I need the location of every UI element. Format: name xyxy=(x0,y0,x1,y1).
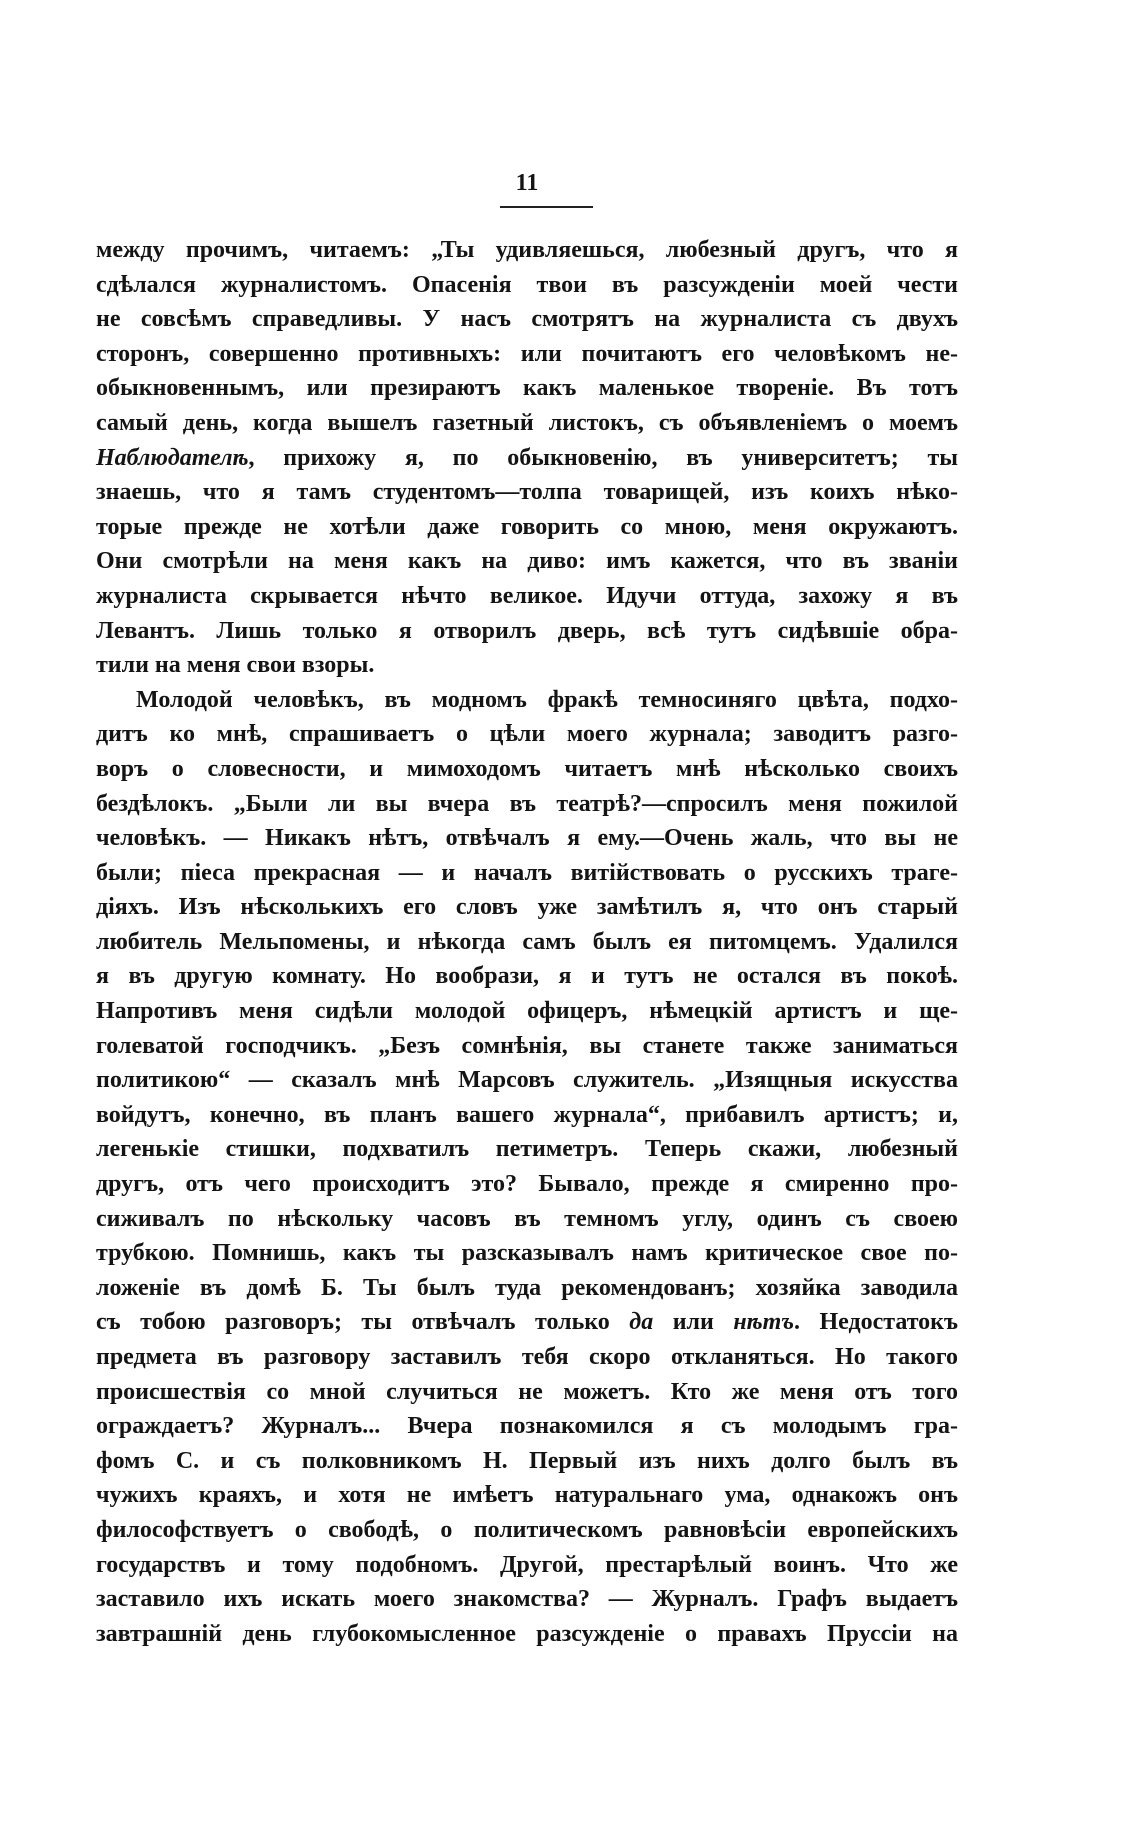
text-run: бездѣлокъ. „Были ли вы вчера въ театрѣ?—спросилъ меня пожилой xyxy=(96,790,958,817)
text-line xyxy=(96,1375,958,1410)
paragraph xyxy=(96,233,958,683)
text-run: самый день, когда вышелъ газетный листокъ, съ объявленіемъ о моемъ xyxy=(96,409,958,436)
text-run: происшествія со мной случиться не можетъ. Кто же меня отъ того xyxy=(96,1378,958,1405)
text-run: сторонъ, совершенно противныхъ: или почитаютъ его человѣкомъ не- xyxy=(96,340,958,367)
text-run: я въ другую комнату. Но вообрази, я и тутъ не остался въ покоѣ. xyxy=(96,963,958,990)
text-run: фомъ С. и съ полковникомъ Н. Первый изъ нихъ долго былъ въ xyxy=(96,1447,958,1474)
text-line xyxy=(96,890,958,925)
text-line xyxy=(96,1029,958,1064)
text-line xyxy=(96,1167,958,1202)
text-line xyxy=(96,1548,958,1583)
text-line xyxy=(96,1617,958,1652)
text-line xyxy=(96,371,958,406)
text-line xyxy=(96,233,958,268)
text-line xyxy=(96,787,958,822)
text-run: тили на меня свои взоры. xyxy=(96,652,375,679)
text-run: человѣкъ. — Никакъ нѣтъ, отвѣчалъ я ему.—Очень жаль, что вы не xyxy=(96,825,958,852)
text-run: или xyxy=(653,1309,734,1336)
text-run: торые прежде не хотѣли даже говорить со мною, меня окружаютъ. xyxy=(96,513,958,540)
text-run: , прихожу я, по обыкновенію, въ университетъ; ты xyxy=(248,444,958,471)
text-run: любитель Мельпомены, и нѣкогда самъ былъ ея питомцемъ. Удалился xyxy=(96,928,958,955)
italic-text: Наблюдателѣ xyxy=(96,444,249,471)
text-run: чужихъ краяхъ, и хотя не имѣетъ натуральнаго ума, однакожъ онъ xyxy=(96,1482,958,1509)
text-line xyxy=(96,925,958,960)
text-line xyxy=(96,959,958,994)
paragraph xyxy=(96,683,958,1652)
text-line xyxy=(96,1513,958,1548)
body-text xyxy=(96,233,958,1651)
text-line xyxy=(96,441,958,476)
text-line xyxy=(96,614,958,649)
text-line xyxy=(96,648,958,683)
italic-text: да xyxy=(629,1309,654,1336)
text-run: трубкою. Помнишь, какъ ты разсказывалъ намъ критическое свое по- xyxy=(96,1240,958,1267)
text-run: ограждаетъ? Журналъ... Вчера познакомился я съ молодымъ гра- xyxy=(96,1413,958,1440)
text-line xyxy=(96,510,958,545)
text-line xyxy=(96,579,958,614)
text-line xyxy=(96,1098,958,1133)
italic-text: нѣтъ xyxy=(733,1309,794,1336)
text-run: Они смотрѣли на меня какъ на диво: имъ кажется, что въ званіи xyxy=(96,548,958,575)
text-line xyxy=(96,475,958,510)
text-run: сиживалъ по нѣскольку часовъ въ темномъ углу, одинъ съ своею xyxy=(96,1205,958,1232)
text-line xyxy=(96,994,958,1029)
text-run: журналиста скрывается нѣчто великое. Идучи оттуда, захожу я въ xyxy=(96,582,958,609)
text-line xyxy=(96,544,958,579)
text-line xyxy=(96,302,958,337)
text-line xyxy=(96,821,958,856)
text-run: легенькіе стишки, подхватилъ петиметръ. Теперь скажи, любезный xyxy=(96,1136,958,1163)
text-run: Напротивъ меня сидѣли молодой офицеръ, нѣмецкій артистъ и ще- xyxy=(96,998,958,1025)
text-line xyxy=(96,856,958,891)
text-line xyxy=(96,1063,958,1098)
text-run: завтрашній день глубокомысленное разсужденіе о правахъ Пруссіи на xyxy=(96,1620,958,1647)
text-line xyxy=(96,406,958,441)
text-run: Левантъ. Лишь только я отворилъ дверь, всѣ тутъ сидѣвшіе обра- xyxy=(96,617,958,644)
text-run: голеватой господчикъ. „Безъ сомнѣнія, вы станете также заниматься xyxy=(96,1032,958,1059)
text-run: политикою“ — сказалъ мнѣ Марсовъ служитель. „Изящныя искусства xyxy=(96,1067,958,1094)
text-run: воръ о словесности, и мимоходомъ читаетъ мнѣ нѣсколько своихъ xyxy=(96,755,958,782)
text-run: дитъ ко мнѣ, спрашиваетъ о цѣли моего журнала; заводитъ разго- xyxy=(96,721,958,748)
text-run: . Недостатокъ xyxy=(793,1309,959,1336)
text-run: предмета въ разговору заставилъ тебя скоро откланяться. Но такого xyxy=(96,1344,958,1370)
text-run: знаешь, что я тамъ студентомъ—толпа товарищей, изъ коихъ нѣко- xyxy=(96,479,958,506)
page-number-rule xyxy=(500,206,593,208)
text-line xyxy=(96,752,958,787)
text-run: не совсѣмъ справедливы. У насъ смотрятъ на журналиста съ двухъ xyxy=(96,306,958,333)
page-number: 11 xyxy=(515,170,539,196)
text-run: государствъ и тому подобномъ. Другой, престарѣлый воинъ. Что же xyxy=(96,1551,958,1578)
text-run: съ тобою разговоръ; ты отвѣчалъ только xyxy=(96,1309,630,1336)
text-line xyxy=(96,1271,958,1306)
text-run: діяхъ. Изъ нѣсколькихъ его словъ уже замѣтилъ я, что онъ старый xyxy=(96,894,958,921)
text-line xyxy=(96,268,958,303)
text-line xyxy=(96,1202,958,1237)
text-line xyxy=(96,1478,958,1513)
text-line xyxy=(96,717,958,752)
text-run: ложеніе въ домѣ Б. Ты былъ туда рекомендованъ; хозяйка заводила xyxy=(96,1274,958,1301)
text-line xyxy=(96,337,958,372)
text-run: между прочимъ, читаемъ: „Ты удивляешься, любезный другъ, что я xyxy=(96,237,958,263)
text-line xyxy=(96,1409,958,1444)
text-run: другъ, отъ чего происходитъ это? Бывало, прежде я смиренно про- xyxy=(96,1171,958,1198)
text-line xyxy=(96,683,958,718)
text-run: заставило ихъ искать моего знакомства? — Журналъ. Графъ выдаетъ xyxy=(96,1586,958,1613)
text-line xyxy=(96,1132,958,1167)
text-line xyxy=(96,1582,958,1617)
text-run: войдутъ, конечно, въ планъ вашего журнала“, прибавилъ артистъ; и, xyxy=(96,1101,958,1128)
text-line xyxy=(96,1305,958,1340)
text-run: были; піеса прекрасная — и началъ витійствовать о русскихъ траге- xyxy=(96,859,958,886)
text-run: философствуетъ о свободѣ, о политическомъ равновѣсіи европейскихъ xyxy=(96,1516,958,1543)
text-line xyxy=(96,1340,958,1375)
text-line xyxy=(96,1236,958,1271)
text-run: Молодой человѣкъ, въ модномъ фракѣ темносиняго цвѣта, подхо- xyxy=(136,686,958,713)
text-line xyxy=(96,1444,958,1479)
text-run: обыкновеннымъ, или презираютъ какъ маленькое твореніе. Въ тотъ xyxy=(96,375,958,402)
text-run: сдѣлался журналистомъ. Опасенія твои въ разсужденіи моей чести xyxy=(96,271,958,298)
